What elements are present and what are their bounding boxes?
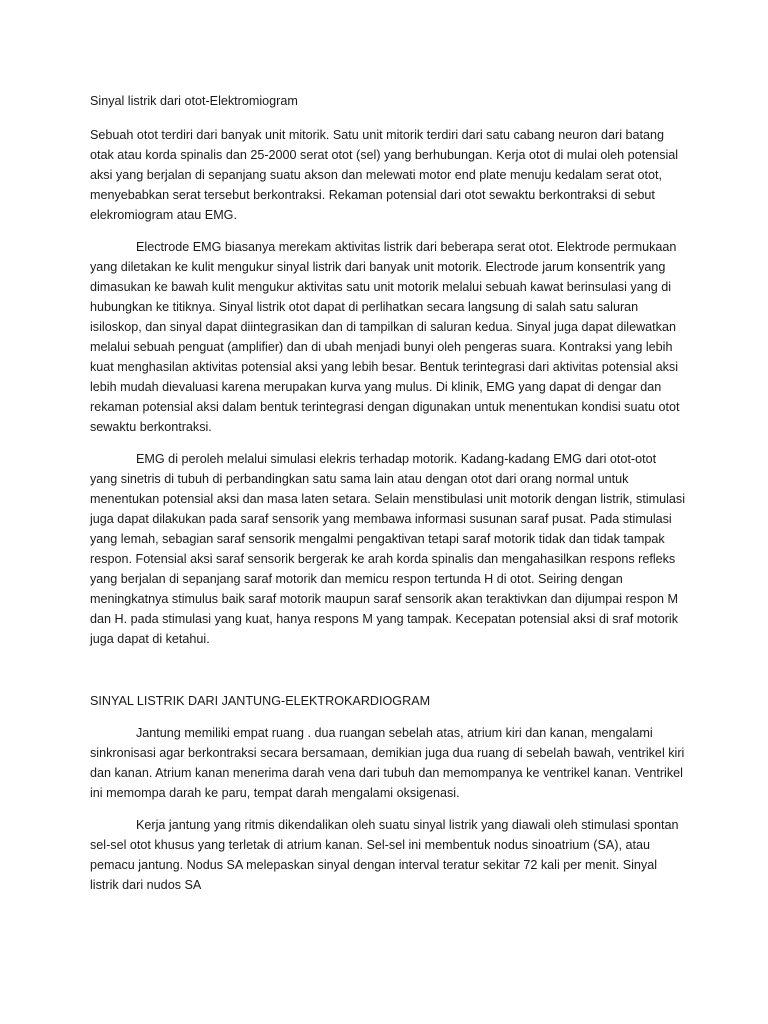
- paragraph-emg-electrode: Electrode EMG biasanya merekam aktivitas listrik dari beberapa serat otot. Elektrode permukaan yang diletakan ke kulit mengukur sinyal listrik dari banyak unit motorik. Electrode jarum konsentrik yang dimasukan ke bawah kulit mengukur aktivitas satu unit motorik melalui sebuah kawat berinsulasi yang di hubungkan ke titiknya. Sinyal listrik otot dapat di perlihatkan secara langsung di salah satu saluran isiloskop, dan sinyal dapat diintegrasikan dan di tampilkan di saluran kedua. Sinyal juga dapat dilewatkan melalui sebuah penguat (amplifier) dan di ubah menjadi bunyi oleh pengeras suara. Kontraksi yang lebih kuat menghasilan aktivitas potensial aksi yang lebih besar. Bentuk terintegrasi dari aktivitas potensial aksi lebih mudah dievaluasi karena merupakan kurva yang mulus. Di klinik, EMG yang dapat di dengar dan rekaman potensial aksi dalam bentuk terintegrasi dengan digunakan untuk menentukan kondisi suatu otot sewaktu berkontraksi.: [90, 240, 680, 434]
- section-title-ecg: SINYAL LISTRIK DARI JANTUNG-ELEKTROKARDIOGRAM: [90, 694, 431, 708]
- paragraph-emg-stimulation: EMG di peroleh melalui simulasi elekris terhadap motorik. Kadang-kadang EMG dari otot-otot yang sinetris di tubuh di perbandingkan satu sama lain atau dengan otot dari orang normal untuk menentukan potensial aksi dan masa laten setara. Selain menstibulasi unit motorik dengan listrik, stimulasi juga dapat dilakukan pada saraf sensorik yang membawa informasi susunan saraf pusat. Pada stimulasi yang lemah, sebagian saraf sensorik mengalmi pengaktivan tetapi saraf motorik tidak dan tidak tampak respon. Fotensial aksi saraf sensorik bergerak ke arah korda spinalis dan mengahasilkan respons refleks yang berjalan di sepanjang saraf motorik dan memicu respon tertunda H di otot. Seiring dengan meningkatnya stimulus baik saraf motorik maupun saraf sensorik akan teraktivkan dan dijumpai respon M dan H. pada stimulasi yang kuat, hanya respons M yang tampak. Kecepatan potensial aksi di sraf motorik juga dapat di ketahui.: [90, 452, 686, 646]
- paragraph-ecg-rhythm: Kerja jantung yang ritmis dikendalikan oleh suatu sinyal listrik yang diawali oleh stimulasi spontan sel-sel otot khusus yang terletak di atrium kanan. Sel-sel ini membentuk nodus sinoatrium (SA), atau pemacu jantung. Nodus SA melepaskan sinyal dengan interval teratur sekitar 72 kali per menit. Sinyal listrik dari nudos SA: [90, 818, 679, 892]
- document-body: [90, 91, 686, 907]
- section-spacer: [90, 661, 686, 691]
- paragraph-ecg-heart: Jantung memiliki empat ruang . dua ruangan sebelah atas, atrium kiri dan kanan, mengalami sinkronisasi agar berkontraksi secara bersamaan, demikian juga dua ruang di sebelah bawah, ventrikel kiri dan kanan. Atrium kanan menerima darah vena dari tubuh dan memompanya ke ventrikel kanan. Ventrikel ini memompa darah ke paru, tempat darah mengalami oksigenasi.: [90, 726, 685, 800]
- paragraph-emg-intro: Sebuah otot terdiri dari banyak unit mitorik. Satu unit mitorik terdiri dari satu cabang neuron dari batang otak atau korda spinalis dan 25-2000 serat otot (sel) yang berhubungan. Kerja otot di mulai oleh potensial aksi yang berjalan di sepanjang suatu akson dan melewati motor end plate menuju kedalam serat otot, menyebabkan serat tersebut berkontraksi. Rekaman potensial dari otot sewaktu berkontraksi di sebut elekromiogram atau EMG.: [90, 128, 679, 222]
- section-title-emg: Sinyal listrik dari otot-Elektromiogram: [90, 94, 298, 108]
